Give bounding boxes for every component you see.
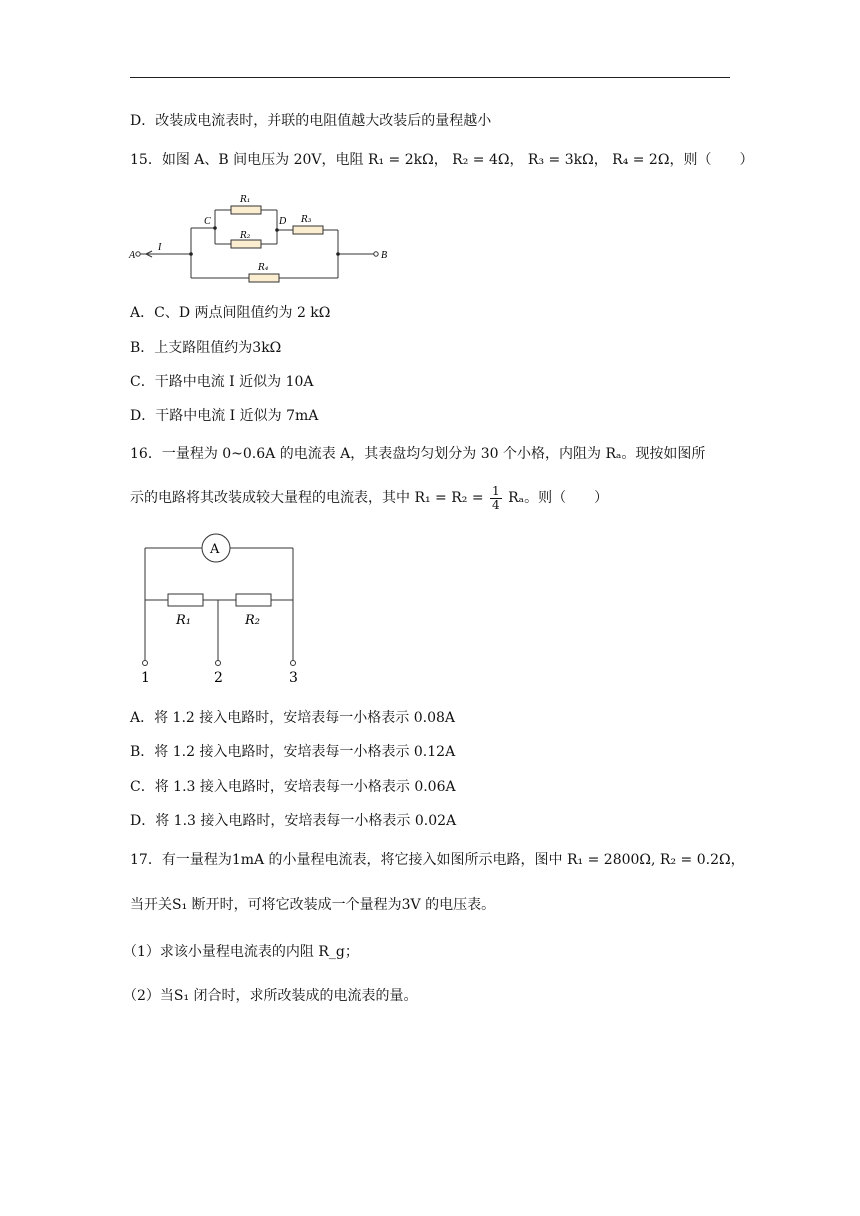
q16-circuit-diagram <box>135 530 310 690</box>
q15-r1-resistor <box>231 206 261 214</box>
q16-option-d: D．将 1.3 接入电路时，安培表每一小格表示 0.02A <box>130 813 457 829</box>
q17-subquestion-2: （2）当S₁ 闭合时，求所改装成的电流表的量。 <box>123 988 418 1004</box>
q16-label-r2: R₂ <box>245 613 260 628</box>
q15-label-i: I <box>158 242 162 253</box>
q16-stem-line2-pre: 示的电路将其改装成较大量程的电流表，其中 R₁ = R₂ = <box>130 490 484 506</box>
q16-label-r1: R₁ <box>176 613 191 628</box>
q16-terminal-1: 1 <box>141 670 150 686</box>
q15-option-a: A．C、D 两点间阻值约为 2 kΩ <box>130 305 331 321</box>
q16-fraction-denominator: 4 <box>492 497 500 512</box>
q15-label-a: A <box>129 250 136 261</box>
q16-stem-line1: 16．一量程为 0~0.6A 的电流表 A，其表盘均匀划分为 30 个小格，内阻为 Rₐ。现按如图所 <box>130 446 706 462</box>
q15-label-c: C <box>204 216 211 227</box>
q15-r2-resistor <box>231 240 261 248</box>
header-rule <box>130 77 730 78</box>
q15-label-r2: R₂ <box>240 231 251 241</box>
q15-label-r4: R₄ <box>258 263 269 273</box>
q17-stem-line2: 当开关S₁ 断开时，可将它改装成一个量程为3V 的电压表。 <box>130 897 496 913</box>
q14-option-d: D．改装成电流表时，并联的电阻值越大改装后的量程越小 <box>130 113 492 129</box>
q17-stem-line1: 17．有一量程为1mA 的小量程电流表，将它接入如图所示电路，图中 R₁ = 2800Ω, R₂ = 0.2Ω， <box>130 852 745 868</box>
q16-ammeter-label: A <box>210 542 220 557</box>
q15-circuit-diagram <box>128 188 398 288</box>
q16-fraction-numerator: 1 <box>492 483 500 498</box>
q16-option-a: A．将 1.2 接入电路时，安培表每一小格表示 0.08A <box>130 710 456 726</box>
q16-fraction <box>490 485 502 512</box>
q15-r4-resistor <box>249 274 279 282</box>
q15-r3-resistor <box>293 226 323 234</box>
q17-subquestion-1: （1）求该小量程电流表的内阻 R_g； <box>123 944 359 960</box>
q15-label-d: D <box>279 216 287 227</box>
q16-stem-line2 <box>130 483 608 513</box>
q16-r2-resistor <box>236 594 271 606</box>
q16-terminal-2: 2 <box>214 670 223 686</box>
q16-option-c: C．将 1.3 接入电路时，安培表每一小格表示 0.06A <box>130 779 456 795</box>
q15-option-c: C．干路中电流 I 近似为 10A <box>130 374 314 390</box>
q16-option-b: B．将 1.2 接入电路时，安培表每一小格表示 0.12A <box>130 744 456 760</box>
q15-option-b: B．上支路阻值约为3kΩ <box>130 340 282 356</box>
q16-r1-resistor <box>168 594 203 606</box>
q15-option-d: D．干路中电流 I 近似为 7mA <box>130 408 319 424</box>
q16-stem-line2-post: Rₐ。则（ ） <box>508 490 609 506</box>
q15-label-r1: R₁ <box>240 195 251 205</box>
q16-terminal-3: 3 <box>289 670 298 686</box>
q15-label-r3: R₃ <box>301 215 312 225</box>
q15-label-b: B <box>381 250 388 261</box>
q15-stem: 15．如图 A、B 间电压为 20V，电阻 R₁ = 2kΩ， R₂ = 4Ω， R₃ = 3kΩ， R₄ = 2Ω，则（ ） <box>130 152 754 168</box>
